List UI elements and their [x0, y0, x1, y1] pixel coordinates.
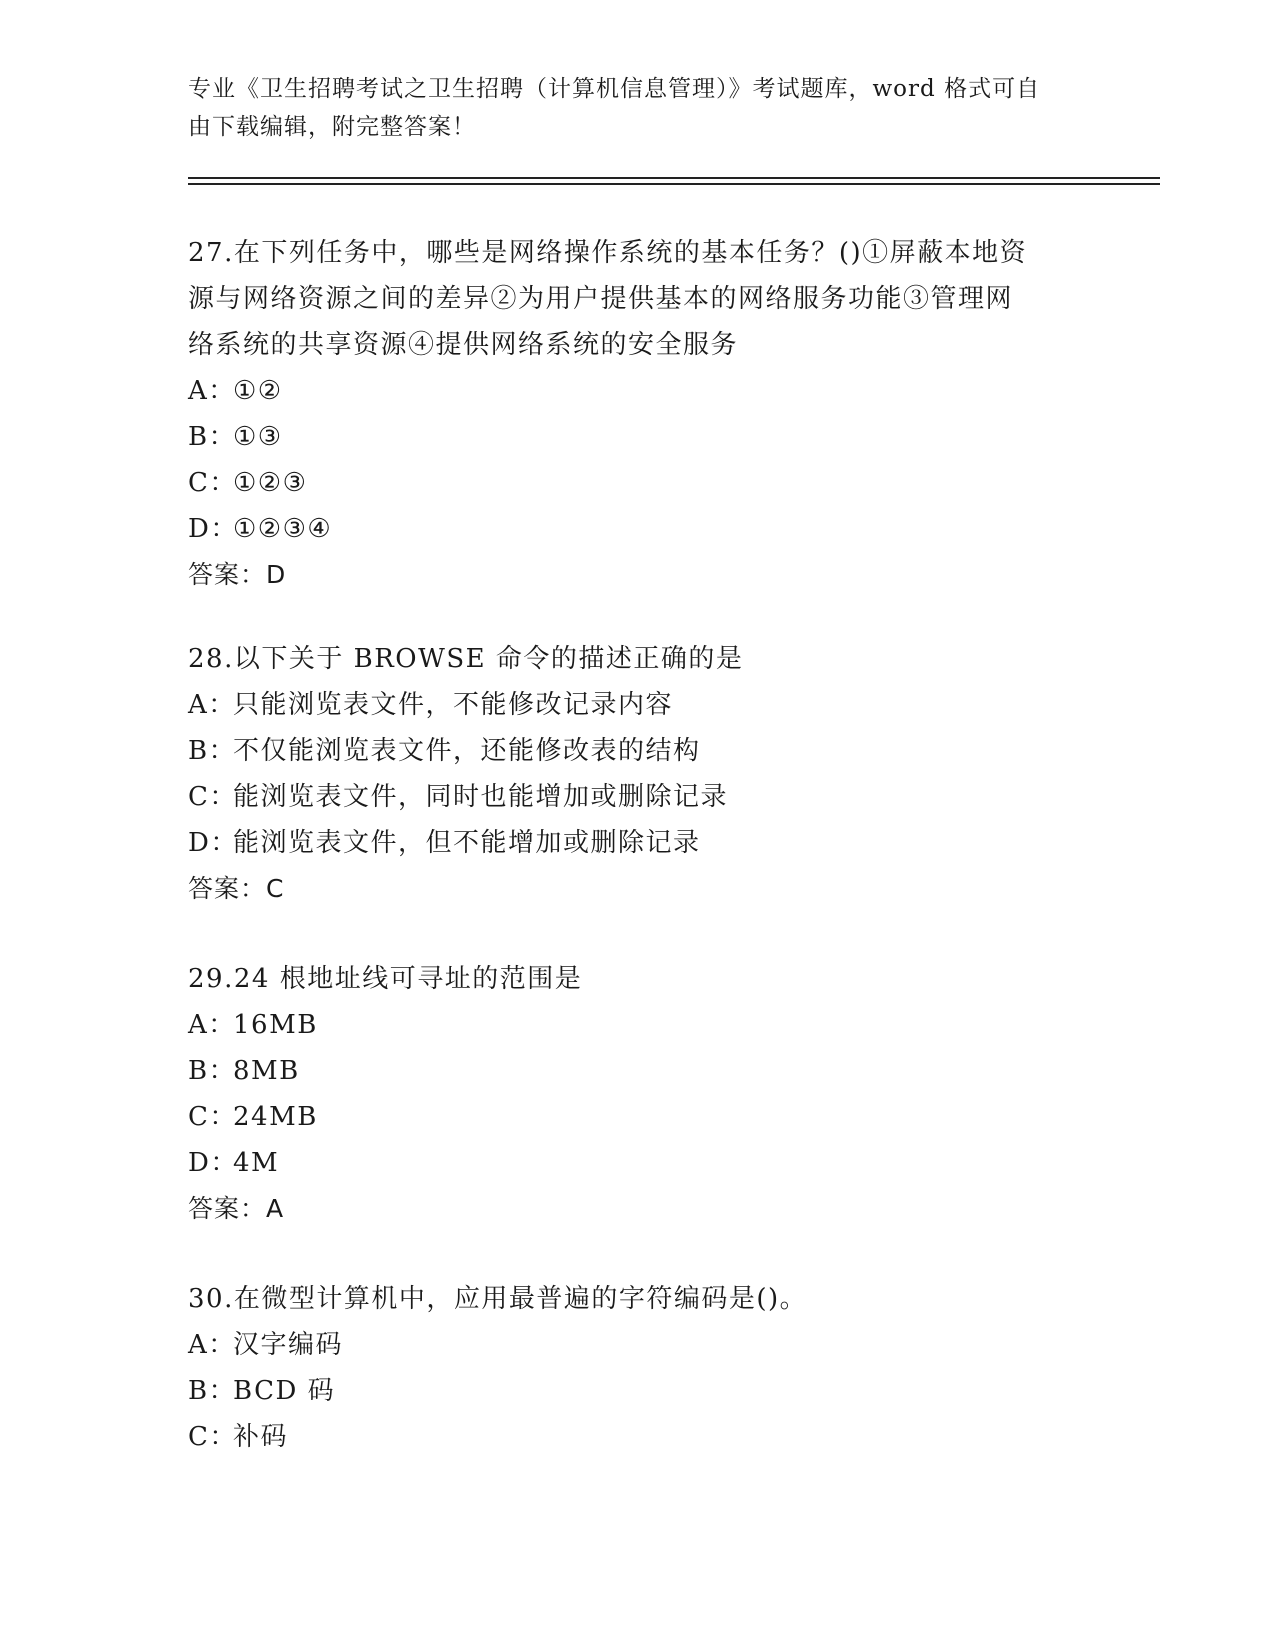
option-d: [188, 820, 1088, 866]
option-letter: B：: [188, 1376, 237, 1406]
header-divider-top: [188, 177, 1160, 179]
document-header: [188, 70, 1088, 146]
question-30: [188, 1276, 1088, 1460]
option-b: [188, 1368, 1088, 1414]
option-d: [188, 506, 1088, 552]
option-c: [188, 1094, 1088, 1140]
option-letter: A：: [188, 376, 236, 406]
option-letter: C：: [188, 1422, 237, 1452]
option-text: BCD 码: [233, 1376, 336, 1406]
answer-line: 答案：D: [188, 560, 287, 589]
option-a: [188, 682, 1088, 728]
option-text: ①③: [233, 422, 283, 452]
option-c: [188, 774, 1088, 820]
answer-line: 答案：A: [188, 1194, 285, 1223]
option-text: ①②③: [233, 468, 308, 498]
option-letter: C：: [188, 468, 237, 498]
option-text: 能浏览表文件，但不能增加或删除记录: [233, 828, 701, 858]
option-b: [188, 1048, 1088, 1094]
option-a: [188, 1322, 1088, 1368]
option-letter: C：: [188, 1102, 237, 1132]
option-c: [188, 1414, 1088, 1460]
header-line-2: 由下载编辑，附完整答案！: [188, 114, 476, 140]
header-divider-bottom: [188, 183, 1160, 185]
option-text: 8MB: [233, 1056, 300, 1086]
question-27: [188, 230, 1088, 598]
question-stem-line: 27.在下列任务中，哪些是网络操作系统的基本任务？()①屏蔽本地资: [188, 238, 1028, 268]
question-stem-line: 络系统的共享资源④提供网络系统的安全服务: [188, 330, 739, 360]
option-a: [188, 368, 1088, 414]
option-text: 能浏览表文件，同时也能增加或删除记录: [233, 782, 729, 812]
option-c: [188, 460, 1088, 506]
question-stem-line: 30.在微型计算机中，应用最普遍的字符编码是()。: [188, 1284, 808, 1314]
option-d: [188, 1140, 1088, 1186]
option-letter: B：: [188, 736, 237, 766]
option-text: ①②: [233, 376, 283, 406]
option-letter: A：: [188, 1010, 236, 1040]
option-letter: A：: [188, 690, 236, 720]
option-text: 24MB: [233, 1102, 318, 1132]
option-text: 补码: [233, 1422, 289, 1452]
question-29: [188, 956, 1088, 1232]
option-text: ①②③④: [233, 514, 333, 544]
option-a: [188, 1002, 1088, 1048]
option-text: 4M: [233, 1148, 280, 1178]
option-letter: D：: [188, 828, 238, 858]
answer-line: 答案：C: [188, 874, 285, 903]
question-stem-line: 源与网络资源之间的差异②为用户提供基本的网络服务功能③管理网: [188, 284, 1014, 314]
option-letter: B：: [188, 1056, 237, 1086]
option-letter: D：: [188, 514, 238, 544]
option-text: 只能浏览表文件，不能修改记录内容: [233, 690, 674, 720]
option-text: 16MB: [233, 1010, 318, 1040]
option-text: 不仅能浏览表文件，还能修改表的结构: [233, 736, 701, 766]
option-b: [188, 728, 1088, 774]
option-letter: B：: [188, 422, 237, 452]
option-letter: A：: [188, 1330, 236, 1360]
option-b: [188, 414, 1088, 460]
question-stem-line: 28.以下关于 BROWSE 命令的描述正确的是: [188, 644, 744, 674]
question-28: [188, 636, 1088, 912]
question-stem-line: 29.24 根地址线可寻址的范围是: [188, 964, 583, 994]
option-letter: D：: [188, 1148, 238, 1178]
option-letter: C：: [188, 782, 237, 812]
option-text: 汉字编码: [233, 1330, 344, 1360]
header-line-1: 专业《卫生招聘考试之卫生招聘（计算机信息管理）》考试题库，word 格式可自: [188, 76, 1041, 102]
